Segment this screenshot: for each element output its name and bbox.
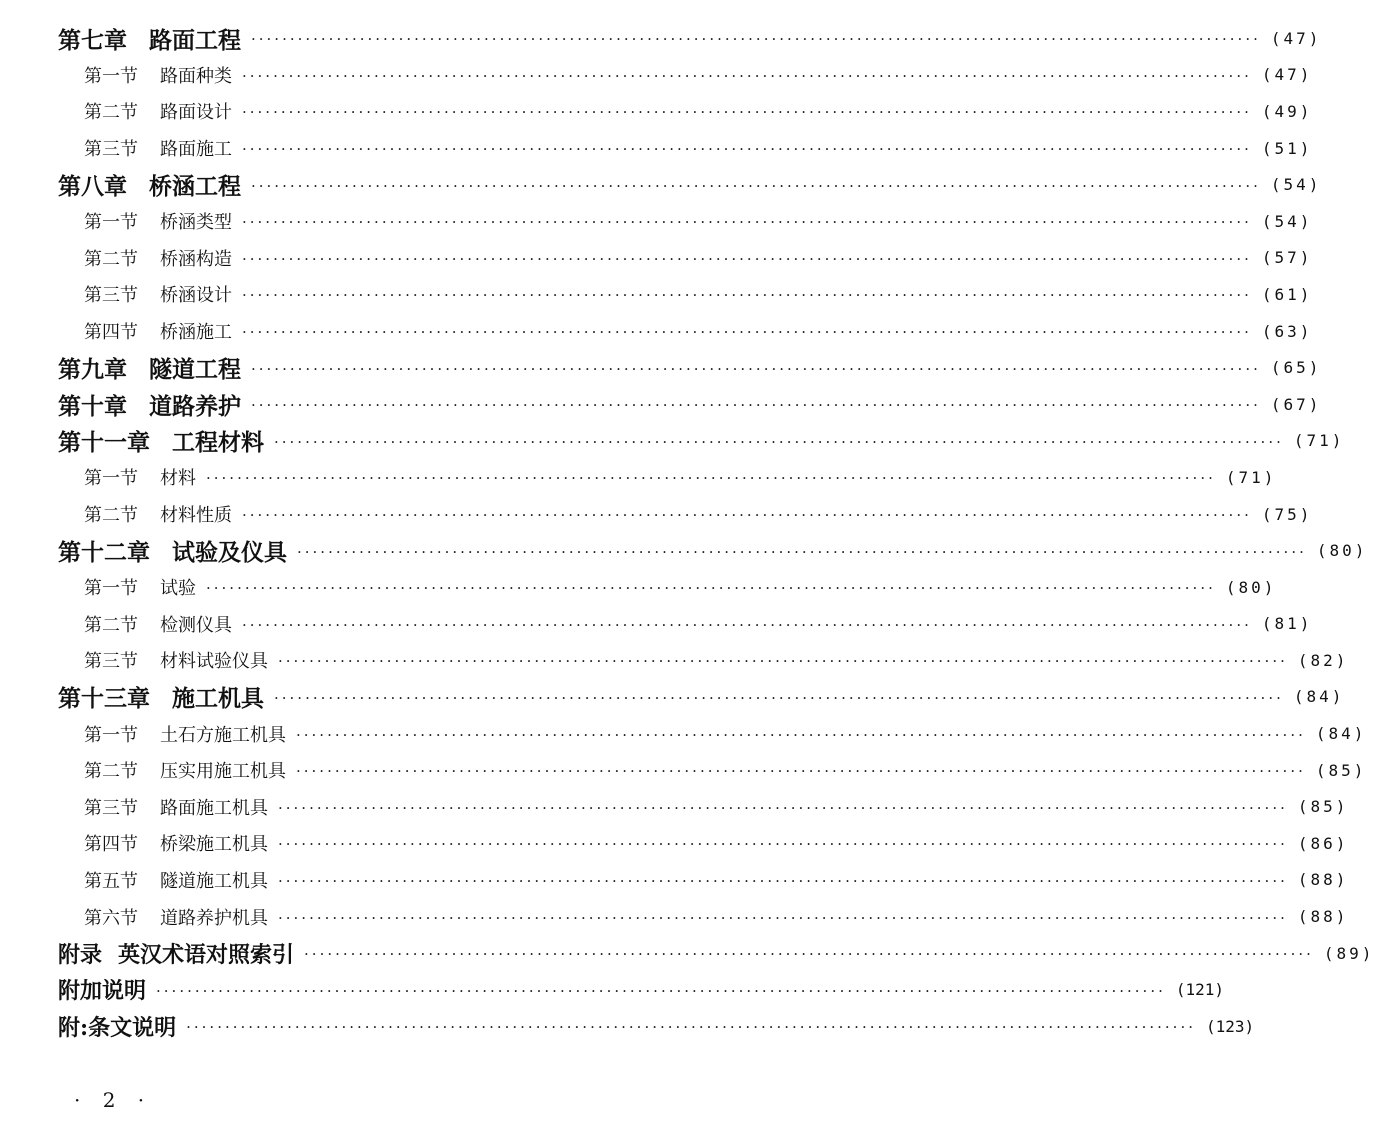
toc-section-entry — [0, 57, 1313, 94]
entry-page-number: (71) — [1293, 431, 1345, 451]
dot-leader: ·································································································································· — [304, 945, 1314, 964]
entry-page-number: (49) — [1261, 101, 1313, 121]
entry-title: 路面种类 — [160, 65, 232, 87]
entry-title: 土石方施工机具 — [160, 724, 286, 746]
entry-page-number: (86) — [1297, 833, 1349, 853]
toc-chapter-entry — [0, 20, 1322, 57]
entry-title: 压实用施工机具 — [160, 761, 286, 783]
entry-page-number: (88) — [1297, 870, 1349, 890]
dot-leader: ·································································································································· — [251, 30, 1261, 49]
entry-number: 第三节 — [84, 797, 138, 819]
dot-leader: ·································································································································· — [156, 981, 1166, 1000]
toc-section-entry — [0, 898, 1349, 935]
entry-title: 工程材料 — [172, 429, 264, 457]
entry-page-number: (84) — [1315, 724, 1367, 744]
entry-number: 第五节 — [84, 870, 138, 892]
table-of-contents — [0, 20, 1374, 1045]
dot-leader: ·································································································································· — [278, 871, 1288, 890]
toc-section-entry — [0, 240, 1313, 277]
entry-title: 桥涵类型 — [160, 212, 232, 234]
entry-number: 第十三章 — [58, 685, 150, 713]
entry-title: 桥涵施工 — [160, 322, 232, 344]
toc-section-entry — [0, 203, 1313, 240]
dot-leader: ·································································································································· — [242, 103, 1252, 122]
entry-page-number: (80) — [1225, 577, 1277, 597]
dot-leader: ·································································································································· — [297, 542, 1307, 561]
entry-title: 路面施工机具 — [160, 797, 268, 819]
entry-number: 第三节 — [84, 285, 138, 307]
entry-number: 第二节 — [84, 248, 138, 270]
dot-leader: ·································································································································· — [242, 323, 1252, 342]
entry-title: 试验 — [160, 578, 196, 600]
entry-title: 试验及仪具 — [172, 539, 287, 567]
toc-section-entry — [0, 642, 1349, 679]
entry-number: 第一节 — [84, 468, 138, 490]
dot-leader: ·································································································································· — [242, 249, 1252, 268]
toc-section-entry — [0, 496, 1313, 533]
toc-chapter-entry — [0, 1008, 1255, 1045]
toc-section-entry — [0, 569, 1277, 606]
entry-title: 材料 — [160, 468, 196, 490]
toc-chapter-entry — [0, 386, 1322, 423]
entry-number: 第三节 — [84, 139, 138, 161]
dot-leader: ·································································································································· — [251, 359, 1261, 378]
entry-number: 第四节 — [84, 322, 138, 344]
entry-number: 第一节 — [84, 578, 138, 600]
dot-leader: ·································································································································· — [242, 213, 1252, 232]
page-number: · 2 · — [74, 1088, 153, 1112]
entry-title: 桥涵构造 — [160, 248, 232, 270]
toc-section-entry — [0, 752, 1367, 789]
entry-number: 附录 — [58, 941, 103, 968]
entry-page-number: (47) — [1261, 65, 1313, 85]
toc-chapter-entry — [0, 935, 1374, 972]
entry-number: 第一节 — [84, 212, 138, 234]
entry-number: 第二节 — [84, 614, 138, 636]
dot-leader: ·································································································································· — [274, 432, 1284, 451]
dot-leader: ·································································································································· — [296, 762, 1306, 781]
entry-title: 道路养护 — [149, 392, 241, 420]
toc-chapter-entry — [0, 971, 1225, 1008]
entry-number: 第六节 — [84, 907, 138, 929]
entry-page-number: (89) — [1323, 943, 1374, 963]
dot-leader: ·································································································································· — [242, 66, 1252, 85]
dot-leader: ·································································································································· — [206, 469, 1216, 488]
entry-title: 材料性质 — [160, 505, 232, 527]
entry-page-number: (54) — [1261, 211, 1313, 231]
entry-title: 路面工程 — [149, 26, 241, 54]
entry-number: 第十一章 — [58, 429, 150, 457]
entry-title: 路面施工 — [160, 139, 232, 161]
dot-leader: ·································································································································· — [251, 176, 1261, 195]
dot-leader: ·································································································································· — [206, 579, 1216, 598]
entry-number: 第十二章 — [58, 539, 150, 567]
entry-page-number: (63) — [1261, 321, 1313, 341]
entry-page-number: (123) — [1205, 1016, 1255, 1036]
toc-section-entry — [0, 862, 1349, 899]
entry-title: 材料试验仪具 — [160, 651, 268, 673]
entry-page-number: (65) — [1270, 358, 1322, 378]
dot-leader: ·································································································································· — [242, 140, 1252, 159]
entry-title: 施工机具 — [172, 685, 264, 713]
entry-title: 桥梁施工机具 — [160, 834, 268, 856]
entry-title: 桥涵工程 — [149, 173, 241, 201]
entry-number: 第九章 — [58, 356, 127, 384]
entry-page-number: (67) — [1270, 394, 1322, 414]
dot-leader: ·································································································································· — [278, 652, 1288, 671]
dot-leader: ·································································································································· — [251, 396, 1261, 415]
entry-number: 第二节 — [84, 102, 138, 124]
entry-page-number: (47) — [1270, 28, 1322, 48]
dot-leader: ·································································································································· — [242, 506, 1252, 525]
entry-number: 第四节 — [84, 834, 138, 856]
dot-leader: ·································································································································· — [242, 615, 1252, 634]
entry-title: 隧道工程 — [149, 356, 241, 384]
entry-number: 第一节 — [84, 724, 138, 746]
toc-chapter-entry — [0, 166, 1322, 203]
dot-leader: ·································································································································· — [278, 908, 1288, 927]
toc-section-entry — [0, 715, 1367, 752]
entry-page-number: (121) — [1175, 980, 1225, 1000]
entry-number: 第二节 — [84, 761, 138, 783]
entry-number: 第七章 — [58, 26, 127, 54]
entry-page-number: (61) — [1261, 284, 1313, 304]
toc-section-entry — [0, 93, 1313, 130]
entry-title: 附:条文说明 — [58, 1014, 177, 1041]
dot-leader: ·································································································································· — [278, 835, 1288, 854]
toc-section-entry — [0, 276, 1313, 313]
entry-number: 第一节 — [84, 65, 138, 87]
entry-page-number: (57) — [1261, 248, 1313, 268]
dot-leader: ·································································································································· — [296, 725, 1306, 744]
dot-leader: ·································································································································· — [274, 688, 1284, 707]
dot-leader: ·································································································································· — [242, 286, 1252, 305]
toc-section-entry — [0, 788, 1349, 825]
toc-section-entry — [0, 313, 1313, 350]
entry-title: 路面设计 — [160, 102, 232, 124]
entry-number: 第十章 — [58, 392, 127, 420]
toc-chapter-entry — [0, 679, 1345, 716]
entry-page-number: (81) — [1261, 614, 1313, 634]
entry-page-number: (84) — [1293, 687, 1345, 707]
entry-page-number: (54) — [1270, 175, 1322, 195]
entry-title: 英汉术语对照索引 — [118, 941, 295, 968]
entry-title: 隧道施工机具 — [160, 870, 268, 892]
entry-page-number: (80) — [1316, 541, 1368, 561]
entry-page-number: (75) — [1261, 504, 1313, 524]
entry-title: 附加说明 — [58, 978, 147, 1005]
entry-page-number: (71) — [1225, 467, 1277, 487]
toc-chapter-entry — [0, 349, 1322, 386]
toc-section-entry — [0, 459, 1277, 496]
entry-title: 检测仪具 — [160, 614, 232, 636]
toc-chapter-entry — [0, 532, 1368, 569]
dot-leader: ·································································································································· — [278, 798, 1288, 817]
entry-title: 道路养护机具 — [160, 907, 268, 929]
toc-chapter-entry — [0, 423, 1345, 460]
toc-section-entry — [0, 130, 1313, 167]
dot-leader: ·································································································································· — [186, 1018, 1196, 1037]
entry-page-number: (85) — [1297, 797, 1349, 817]
entry-page-number: (51) — [1261, 138, 1313, 158]
toc-section-entry — [0, 825, 1349, 862]
entry-page-number: (82) — [1297, 650, 1349, 670]
entry-title: 桥涵设计 — [160, 285, 232, 307]
entry-number: 第八章 — [58, 173, 127, 201]
entry-page-number: (88) — [1297, 907, 1349, 927]
entry-page-number: (85) — [1315, 760, 1367, 780]
entry-number: 第二节 — [84, 505, 138, 527]
entry-number: 第三节 — [84, 651, 138, 673]
toc-section-entry — [0, 606, 1313, 643]
